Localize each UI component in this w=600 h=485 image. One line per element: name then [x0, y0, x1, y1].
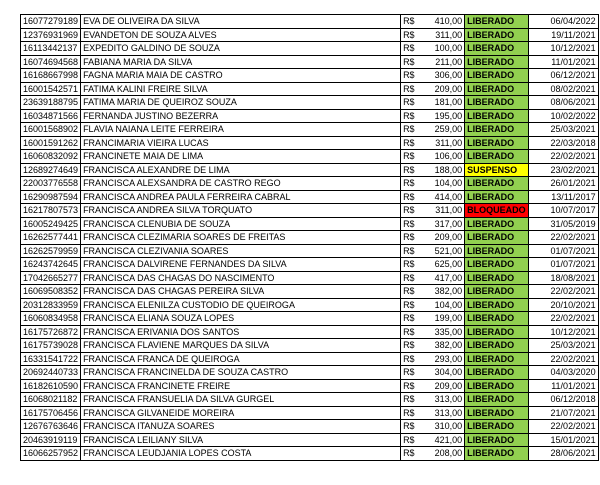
cell-date: 10/12/2021 — [528, 42, 598, 56]
table-row — [21, 298, 599, 312]
cell-value: 104,00 — [433, 298, 465, 312]
cell-value: 211,00 — [433, 55, 465, 69]
cell-status: LIBERADO — [465, 96, 529, 110]
cell-value: 313,00 — [433, 393, 465, 407]
cell-value: 521,00 — [433, 244, 465, 258]
cell-name: FATIMA KALINI FREIRE SILVA — [81, 82, 401, 96]
cell-value: 313,00 — [433, 406, 465, 420]
table-row — [21, 150, 599, 164]
cell-status: LIBERADO — [465, 325, 529, 339]
cell-name: FRANCISCA GILVANEIDE MOREIRA — [81, 406, 401, 420]
cell-name: FRANCIMARIA VIEIRA LUCAS — [81, 136, 401, 150]
cell-value: 259,00 — [433, 123, 465, 137]
cell-value: 100,00 — [433, 42, 465, 56]
cell-id: 16001568902 — [21, 123, 81, 137]
cell-value: 209,00 — [433, 82, 465, 96]
cell-date: 22/02/2021 — [528, 420, 598, 434]
cell-name: EXPEDITO GALDINO DE SOUZA — [81, 42, 401, 56]
cell-status: LIBERADO — [465, 258, 529, 272]
cell-id: 22003776558 — [21, 177, 81, 191]
cell-date: 15/01/2021 — [528, 433, 598, 447]
cell-status: LIBERADO — [465, 55, 529, 69]
cell-value: 410,00 — [433, 15, 465, 29]
cell-currency: R$ — [401, 366, 433, 380]
table-row — [21, 420, 599, 434]
cell-id: 20312833959 — [21, 298, 81, 312]
cell-currency: R$ — [401, 244, 433, 258]
table-row — [21, 190, 599, 204]
beneficiary-table — [20, 14, 599, 461]
cell-id: 16175706456 — [21, 406, 81, 420]
table-row — [21, 231, 599, 245]
cell-value: 188,00 — [433, 163, 465, 177]
cell-name: EVANDETON DE SOUZA ALVES — [81, 28, 401, 42]
cell-name: FRANCISCA FRANSUELIA DA SILVA GURGEL — [81, 393, 401, 407]
cell-status: LIBERADO — [465, 433, 529, 447]
table-row — [21, 28, 599, 42]
cell-date: 31/05/2019 — [528, 217, 598, 231]
cell-name: FRANCISCA CLENUBIA DE SOUZA — [81, 217, 401, 231]
cell-status: LIBERADO — [465, 136, 529, 150]
table-row — [21, 312, 599, 326]
cell-currency: R$ — [401, 55, 433, 69]
cell-date: 23/02/2021 — [528, 163, 598, 177]
cell-currency: R$ — [401, 69, 433, 83]
cell-id: 16331541722 — [21, 352, 81, 366]
cell-status: LIBERADO — [465, 393, 529, 407]
cell-value: 293,00 — [433, 352, 465, 366]
cell-date: 22/02/2021 — [528, 150, 598, 164]
cell-value: 181,00 — [433, 96, 465, 110]
cell-currency: R$ — [401, 325, 433, 339]
cell-id: 20692440733 — [21, 366, 81, 380]
cell-date: 26/01/2021 — [528, 177, 598, 191]
cell-id: 16001591262 — [21, 136, 81, 150]
table-row — [21, 96, 599, 110]
table-row — [21, 217, 599, 231]
cell-date: 06/12/2018 — [528, 393, 598, 407]
cell-name: FRANCISCA FRANCINETE FREIRE — [81, 379, 401, 393]
table-row — [21, 285, 599, 299]
table-row — [21, 366, 599, 380]
cell-name: FATIMA MARIA DE QUEIROZ SOUZA — [81, 96, 401, 110]
table-row — [21, 379, 599, 393]
cell-id: 16113442137 — [21, 42, 81, 56]
cell-currency: R$ — [401, 109, 433, 123]
cell-date: 08/06/2021 — [528, 96, 598, 110]
cell-name: FABIANA MARIA DA SILVA — [81, 55, 401, 69]
cell-date: 28/06/2021 — [528, 447, 598, 461]
cell-status: LIBERADO — [465, 271, 529, 285]
cell-date: 22/03/2018 — [528, 136, 598, 150]
table-row — [21, 109, 599, 123]
cell-date: 11/01/2021 — [528, 55, 598, 69]
table-row — [21, 177, 599, 191]
cell-id: 16005249425 — [21, 217, 81, 231]
cell-name: FRANCISCA FLAVIENE MARQUES DA SILVA — [81, 339, 401, 353]
table-row — [21, 55, 599, 69]
cell-name: EVA DE OLIVEIRA DA SILVA — [81, 15, 401, 29]
cell-value: 306,00 — [433, 69, 465, 83]
cell-name: FRANCISCA DAS CHAGAS DO NASCIMENTO — [81, 271, 401, 285]
cell-date: 01/07/2021 — [528, 258, 598, 272]
cell-status: LIBERADO — [465, 298, 529, 312]
cell-value: 310,00 — [433, 420, 465, 434]
cell-date: 20/10/2021 — [528, 298, 598, 312]
cell-status: LIBERADO — [465, 69, 529, 83]
cell-date: 18/08/2021 — [528, 271, 598, 285]
cell-value: 106,00 — [433, 150, 465, 164]
cell-currency: R$ — [401, 258, 433, 272]
table-row — [21, 15, 599, 29]
cell-name: FLAVIA NAIANA LEITE FERREIRA — [81, 123, 401, 137]
cell-id: 16068021182 — [21, 393, 81, 407]
cell-currency: R$ — [401, 406, 433, 420]
cell-currency: R$ — [401, 190, 433, 204]
cell-currency: R$ — [401, 177, 433, 191]
cell-currency: R$ — [401, 298, 433, 312]
cell-status: LIBERADO — [465, 177, 529, 191]
cell-name: FRANCISCA DAS CHAGAS PEREIRA SILVA — [81, 285, 401, 299]
cell-id: 20463919119 — [21, 433, 81, 447]
cell-currency: R$ — [401, 379, 433, 393]
cell-id: 16290987594 — [21, 190, 81, 204]
cell-status: LIBERADO — [465, 312, 529, 326]
cell-status: LIBERADO — [465, 42, 529, 56]
cell-date: 08/02/2021 — [528, 82, 598, 96]
cell-id: 23639188795 — [21, 96, 81, 110]
table-row — [21, 433, 599, 447]
cell-currency: R$ — [401, 217, 433, 231]
cell-value: 104,00 — [433, 177, 465, 191]
cell-status: BLOQUEADO — [465, 204, 529, 218]
cell-status: LIBERADO — [465, 190, 529, 204]
table-row — [21, 42, 599, 56]
cell-currency: R$ — [401, 123, 433, 137]
cell-id: 16168667998 — [21, 69, 81, 83]
cell-name: FRANCISCA ELIANA SOUZA LOPES — [81, 312, 401, 326]
cell-date: 01/07/2021 — [528, 244, 598, 258]
cell-date: 25/03/2021 — [528, 123, 598, 137]
cell-date: 10/02/2022 — [528, 109, 598, 123]
cell-value: 304,00 — [433, 366, 465, 380]
cell-currency: R$ — [401, 231, 433, 245]
cell-status: LIBERADO — [465, 352, 529, 366]
cell-name: FRANCISCA ELENILZA CUSTODIO DE QUEIROGA — [81, 298, 401, 312]
cell-name: FRANCISCA FRANCINELDA DE SOUZA CASTRO — [81, 366, 401, 380]
cell-value: 195,00 — [433, 109, 465, 123]
cell-value: 382,00 — [433, 285, 465, 299]
cell-name: FRANCISCA LEILIANY SILVA — [81, 433, 401, 447]
cell-value: 209,00 — [433, 231, 465, 245]
cell-name: FRANCISCA ALEXANDRE DE LIMA — [81, 163, 401, 177]
cell-name: FRANCISCA DALVIRENE FERNANDES DA SILVA — [81, 258, 401, 272]
cell-name: FRANCISCA ERIVANIA DOS SANTOS — [81, 325, 401, 339]
cell-status: LIBERADO — [465, 150, 529, 164]
cell-value: 414,00 — [433, 190, 465, 204]
cell-value: 311,00 — [433, 28, 465, 42]
cell-id: 12376931969 — [21, 28, 81, 42]
cell-status: LIBERADO — [465, 28, 529, 42]
cell-date: 22/02/2021 — [528, 312, 598, 326]
table-body — [21, 15, 599, 461]
table-row — [21, 82, 599, 96]
cell-currency: R$ — [401, 420, 433, 434]
cell-status: LIBERADO — [465, 285, 529, 299]
cell-status: LIBERADO — [465, 123, 529, 137]
cell-value: 209,00 — [433, 379, 465, 393]
cell-status: LIBERADO — [465, 82, 529, 96]
cell-id: 16066257952 — [21, 447, 81, 461]
cell-name: FRANCISCA ANDREA SILVA TORQUATO — [81, 204, 401, 218]
table-row — [21, 325, 599, 339]
cell-status: LIBERADO — [465, 406, 529, 420]
table-row — [21, 406, 599, 420]
table-row — [21, 352, 599, 366]
cell-id: 16262577441 — [21, 231, 81, 245]
cell-id: 16243742645 — [21, 258, 81, 272]
cell-currency: R$ — [401, 312, 433, 326]
cell-currency: R$ — [401, 42, 433, 56]
cell-date: 13/11/2017 — [528, 190, 598, 204]
cell-name: FRANCISCA CLEZIMARIA SOARES DE FREITAS — [81, 231, 401, 245]
cell-currency: R$ — [401, 339, 433, 353]
cell-date: 22/02/2021 — [528, 352, 598, 366]
cell-date: 19/11/2021 — [528, 28, 598, 42]
cell-status: LIBERADO — [465, 420, 529, 434]
cell-status: LIBERADO — [465, 339, 529, 353]
cell-id: 12689274649 — [21, 163, 81, 177]
cell-status: LIBERADO — [465, 366, 529, 380]
cell-id: 16175726872 — [21, 325, 81, 339]
table-row — [21, 136, 599, 150]
cell-value: 311,00 — [433, 136, 465, 150]
cell-currency: R$ — [401, 82, 433, 96]
cell-id: 16262579959 — [21, 244, 81, 258]
cell-value: 382,00 — [433, 339, 465, 353]
cell-status: LIBERADO — [465, 231, 529, 245]
cell-currency: R$ — [401, 163, 433, 177]
cell-value: 317,00 — [433, 217, 465, 231]
cell-currency: R$ — [401, 136, 433, 150]
cell-status: SUSPENSO — [465, 163, 529, 177]
cell-status: LIBERADO — [465, 244, 529, 258]
cell-status: LIBERADO — [465, 379, 529, 393]
table-row — [21, 339, 599, 353]
cell-value: 335,00 — [433, 325, 465, 339]
table-row — [21, 123, 599, 137]
cell-currency: R$ — [401, 447, 433, 461]
cell-currency: R$ — [401, 271, 433, 285]
cell-value: 311,00 — [433, 204, 465, 218]
cell-date: 06/12/2021 — [528, 69, 598, 83]
cell-date: 10/07/2017 — [528, 204, 598, 218]
table-row — [21, 244, 599, 258]
cell-date: 21/07/2021 — [528, 406, 598, 420]
cell-name: FAGNA MARIA MAIA DE CASTRO — [81, 69, 401, 83]
cell-id: 17042665277 — [21, 271, 81, 285]
cell-date: 22/02/2021 — [528, 285, 598, 299]
cell-id: 16217807573 — [21, 204, 81, 218]
cell-id: 16074694568 — [21, 55, 81, 69]
cell-id: 16060832092 — [21, 150, 81, 164]
cell-name: FRANCISCA LEUDJANIA LOPES COSTA — [81, 447, 401, 461]
cell-status: LIBERADO — [465, 15, 529, 29]
cell-status: LIBERADO — [465, 217, 529, 231]
cell-currency: R$ — [401, 285, 433, 299]
cell-name: FRANCISCA ANDREA PAULA FERREIRA CABRAL — [81, 190, 401, 204]
cell-date: 25/03/2021 — [528, 339, 598, 353]
cell-id: 16175739028 — [21, 339, 81, 353]
cell-currency: R$ — [401, 150, 433, 164]
cell-date: 06/04/2022 — [528, 15, 598, 29]
cell-currency: R$ — [401, 393, 433, 407]
table-row — [21, 393, 599, 407]
cell-value: 625,00 — [433, 258, 465, 272]
table-row — [21, 204, 599, 218]
cell-date: 04/03/2020 — [528, 366, 598, 380]
cell-name: FRANCISCA CLEZIVANIA SOARES — [81, 244, 401, 258]
cell-currency: R$ — [401, 96, 433, 110]
cell-id: 16001542571 — [21, 82, 81, 96]
cell-date: 11/01/2021 — [528, 379, 598, 393]
cell-date: 10/12/2021 — [528, 325, 598, 339]
table-row — [21, 69, 599, 83]
cell-id: 16060834958 — [21, 312, 81, 326]
cell-value: 417,00 — [433, 271, 465, 285]
cell-status: LIBERADO — [465, 447, 529, 461]
cell-value: 421,00 — [433, 433, 465, 447]
cell-currency: R$ — [401, 204, 433, 218]
cell-currency: R$ — [401, 433, 433, 447]
table-row — [21, 258, 599, 272]
cell-status: LIBERADO — [465, 109, 529, 123]
table-row — [21, 447, 599, 461]
cell-value: 208,00 — [433, 447, 465, 461]
cell-id: 16034871566 — [21, 109, 81, 123]
cell-id: 12676763646 — [21, 420, 81, 434]
cell-value: 199,00 — [433, 312, 465, 326]
cell-name: FERNANDA JUSTINO BEZERRA — [81, 109, 401, 123]
cell-name: FRANCISCA FRANCA DE QUEIROGA — [81, 352, 401, 366]
cell-id: 16069508352 — [21, 285, 81, 299]
cell-name: FRANCISCA ITANUZA SOARES — [81, 420, 401, 434]
cell-date: 22/02/2021 — [528, 231, 598, 245]
cell-currency: R$ — [401, 28, 433, 42]
cell-currency: R$ — [401, 352, 433, 366]
cell-id: 16077279189 — [21, 15, 81, 29]
cell-id: 16182610590 — [21, 379, 81, 393]
table-row — [21, 271, 599, 285]
cell-name: FRANCINETE MAIA DE LIMA — [81, 150, 401, 164]
cell-currency: R$ — [401, 15, 433, 29]
cell-name: FRANCISCA ALEXSANDRA DE CASTRO REGO — [81, 177, 401, 191]
table-row — [21, 163, 599, 177]
